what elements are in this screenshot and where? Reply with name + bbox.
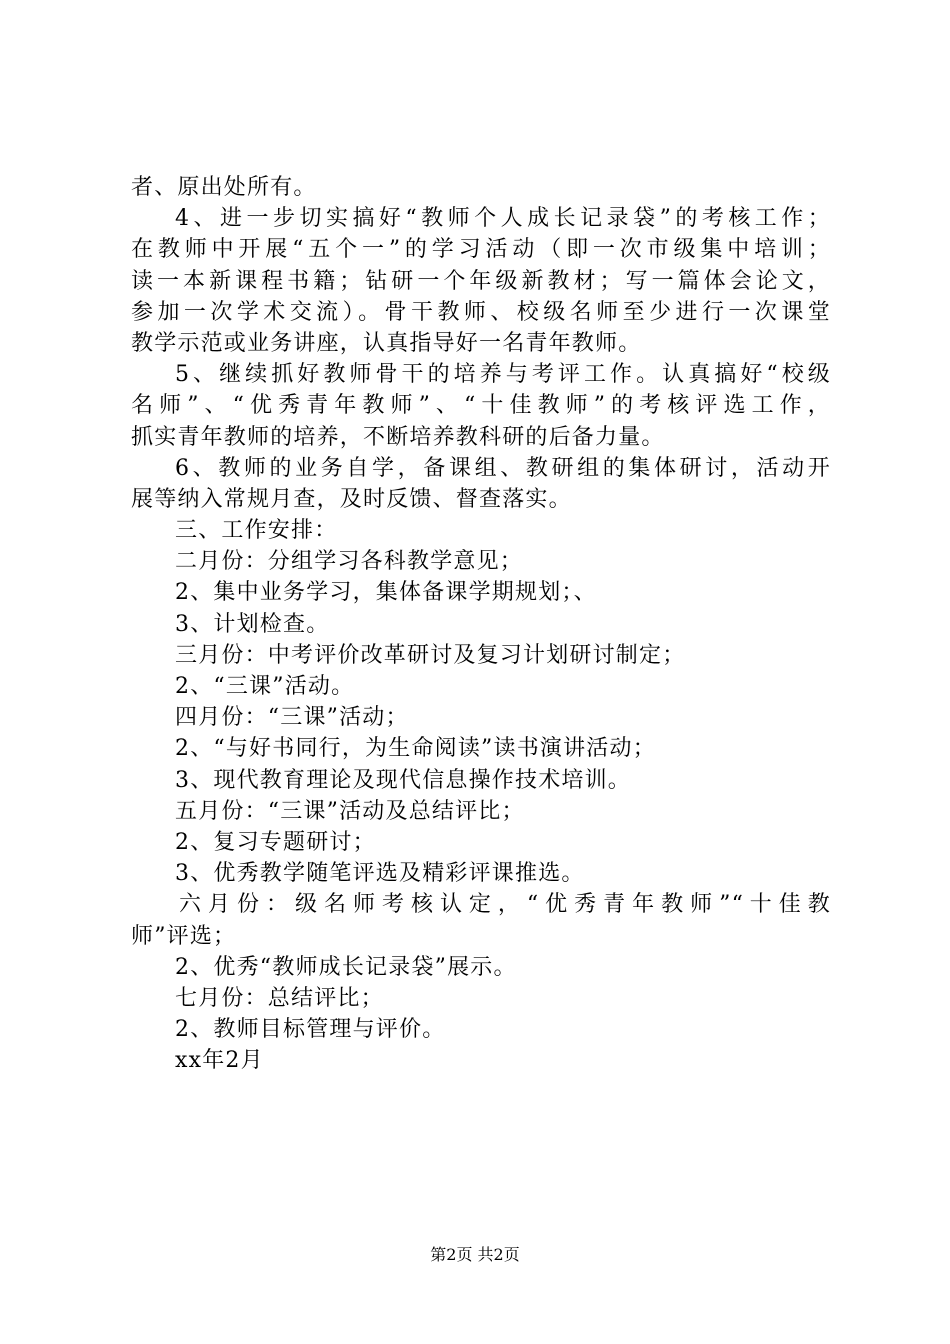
text-line: 五月份：“三课”活动及总结评比；: [175, 798, 525, 824]
text-line: 6、教师的业务自学，备课组、教研组的集体研讨，活动开: [175, 455, 831, 481]
text-line: 教学示范或业务讲座，认真指导好一名青年教师。: [131, 330, 642, 356]
text-line: 2、“与好书同行，为生命阅读”读书演讲活动；: [175, 736, 656, 762]
text-line: 读一本新课程书籍；钻研一个年级新教材；写一篇体会论文，: [131, 268, 831, 294]
text-line: 三月份：中考评价改革研讨及复习计划研讨制定；: [175, 642, 686, 668]
page-number-footer: 第2页 共2页: [430, 1245, 520, 1264]
text-line: 者、原出处所有。: [131, 175, 317, 200]
text-line: 展等纳入常规月查，及时反馈、督查落实。: [131, 486, 572, 512]
date-line: xx年2月: [175, 1048, 264, 1074]
text-line: 师”评选；: [131, 923, 237, 949]
text-line: 二月份：分组学习各科教学意见；: [175, 549, 524, 575]
text-line: 在教师中开展“五个一”的学习活动（即一次市级集中培训；: [131, 237, 831, 263]
text-line: 5、继续抓好教师骨干的培养与考评工作。认真搞好“校级: [175, 362, 831, 388]
text-line: 3、计划检查。: [175, 611, 330, 637]
text-line: 2、复习专题研讨；: [175, 829, 376, 855]
body-text: [131, 172, 831, 1076]
text-line: 六月份：级名师考核认定，“优秀青年教师”“十佳教: [179, 892, 831, 918]
text-line: 抓实青年教师的培养，不断培养教科研的后备力量。: [131, 424, 665, 450]
text-line: 2、教师目标管理与评价。: [175, 1017, 446, 1043]
section-heading: 三、工作安排：: [175, 518, 338, 544]
text-line: 2、集中业务学习，集体备课学期规划；、: [175, 580, 597, 606]
text-line: 七月份：总结评比；: [175, 985, 384, 1011]
text-line: 3、现代教育理论及现代信息操作技术培训。: [175, 767, 631, 793]
text-line: 2、“三课”活动。: [175, 674, 355, 699]
text-line: 四月份：“三课”活动；: [175, 705, 409, 731]
text-line: 名师”、“优秀青年教师”、“十佳教师”的考核评选工作，: [131, 393, 831, 419]
text-line: 4、进一步切实搞好“教师个人成长记录袋”的考核工作；: [175, 206, 831, 232]
text-line: 2、优秀“教师成长记录袋”展示。: [175, 954, 517, 980]
text-line: 参加一次学术交流）。骨干教师、校级名师至少进行一次课堂: [131, 299, 831, 325]
text-line: 3、优秀教学随笔评选及精彩评课推选。: [175, 861, 585, 887]
